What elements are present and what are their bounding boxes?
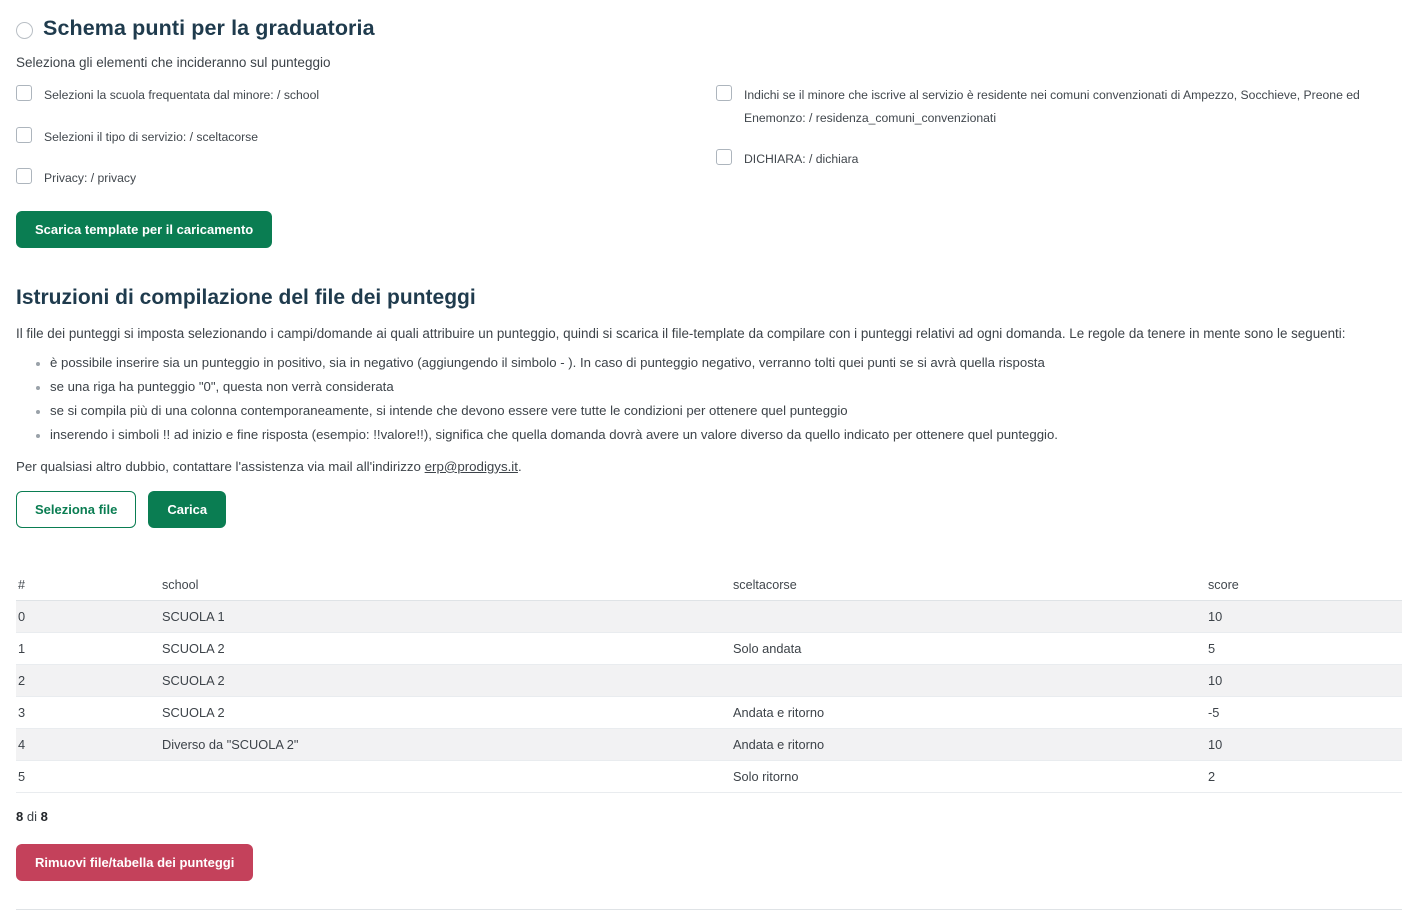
checkbox-row-residenza[interactable] [716,84,1402,129]
table-row[interactable] [16,760,1402,792]
cell-school [88,760,733,792]
rule-item: se si compila più di una colonna contemporaneamente, si intende che devono essere vere tutte le condizioni per ottenere quel punteggio [36,403,1402,418]
cell-sceltacorse: Solo ritorno [733,760,1208,792]
rule-item: è possibile inserire sia un punteggio in positivo, sia in negativo (aggiungendo il simbolo - ). In caso di punteggio negativo, verranno tolti quei punti se si avrà quella risposta [36,355,1402,370]
column-header-index: # [16,572,88,601]
table-row[interactable] [16,728,1402,760]
rule-item: se una riga ha punteggio "0", questa non verrà considerata [36,379,1402,394]
criteria-checkbox-grid [16,84,1402,209]
cell-index: 0 [16,600,88,632]
section-header [16,0,1402,41]
checkbox-privacy[interactable] [16,168,32,184]
checkbox-row-privacy[interactable] [16,167,716,190]
cell-sceltacorse [733,664,1208,696]
checkbox-row-school[interactable] [16,84,716,107]
scores-table-body [16,600,1402,792]
table-header-row [16,572,1402,601]
cell-index: 1 [16,632,88,664]
column-header-sceltacorse: sceltacorse [733,572,1208,601]
checkbox-row-dichiara[interactable] [716,148,1402,171]
cell-school: SCUOLA 2 [88,664,733,696]
checkbox-sceltacorse[interactable] [16,127,32,143]
contact-suffix-text: . [517,458,522,474]
section-subtitle: Seleziona gli elementi che incideranno sul punteggio [16,55,331,70]
criteria-column-left [16,84,716,209]
cell-index: 4 [16,728,88,760]
checkbox-label-school: Selezioni la scuola frequentata dal minore: / school [44,88,320,102]
remove-button-row [16,844,1402,881]
upload-button[interactable]: Carica [148,491,226,528]
checkbox-residenza-comuni-convenzionati[interactable] [716,85,732,101]
record-count [16,809,1402,824]
table-row[interactable] [16,664,1402,696]
cell-school: Diverso da "SCUOLA 2" [88,728,733,760]
table-row[interactable] [16,600,1402,632]
column-header-school: school [88,572,733,601]
cell-score: 10 [1208,600,1402,632]
cell-sceltacorse: Andata e ritorno [733,696,1208,728]
cell-sceltacorse: Andata e ritorno [733,728,1208,760]
cell-score: -5 [1208,696,1402,728]
record-count-total: 8 [40,808,48,824]
cell-score: 10 [1208,664,1402,696]
contact-prefix-text: Per qualsiasi altro dubbio, contattare l'assistenza via mail all'indirizzo [16,458,425,474]
checkbox-label-dichiara: DICHIARA: / dichiara [744,152,859,167]
bottom-divider [16,909,1402,910]
support-contact-line [16,459,1402,474]
cell-sceltacorse [733,600,1208,632]
instructions-intro: Il file dei punteggi si imposta selezionando i campi/domande ai quali attribuire un punteggio, quindi si scarica il file-template da compilare con i punteggi relativi ad ogni domanda. Le regole da tenere in mente sono le seguenti: [16,325,1346,341]
table-row[interactable] [16,696,1402,728]
criteria-column-right [716,84,1402,209]
cell-index: 2 [16,664,88,696]
cell-score: 2 [1208,760,1402,792]
scores-table [16,572,1402,793]
scores-table-head [16,572,1402,601]
file-upload-row [16,491,1402,528]
checkbox-school[interactable] [16,85,32,101]
checkbox-row-sceltacorse[interactable] [16,126,716,149]
checkbox-dichiara[interactable] [716,149,732,165]
rule-item: inserendo i simboli !! ad inizio e fine risposta (esempio: !!valore!!), significa che quella domanda dovrà avere un valore diverso da quello indicato per ottenere quel punteggio. [36,427,1402,442]
cell-school: SCUOLA 2 [88,696,733,728]
page-title: Schema punti per la graduatoria [43,16,375,40]
column-header-score: score [1208,572,1402,601]
record-count-separator: di [26,808,37,824]
cell-school: SCUOLA 2 [88,632,733,664]
cell-score: 5 [1208,632,1402,664]
cell-score: 10 [1208,728,1402,760]
cell-index: 5 [16,760,88,792]
download-template-button[interactable]: Scarica template per il caricamento [16,211,272,248]
support-email-link[interactable]: erp@prodigys.it [424,458,518,474]
cell-index: 3 [16,696,88,728]
checkbox-label-sceltacorse: Selezioni il tipo di servizio: / sceltacorse [44,129,259,144]
instructions-title: Istruzioni di compilazione del file dei punteggi [16,285,476,309]
table-row[interactable] [16,632,1402,664]
remove-scores-file-button[interactable]: Rimuovi file/tabella dei punteggi [16,844,253,881]
record-count-current: 8 [16,808,24,824]
cell-sceltacorse: Solo andata [733,632,1208,664]
section-toggle-radio-icon[interactable] [16,22,33,39]
checkbox-label-privacy: Privacy: / privacy [44,171,137,186]
cell-school: SCUOLA 1 [88,600,733,632]
instructions-rules-list [16,355,1402,442]
select-file-button[interactable]: Seleziona file [16,491,136,528]
checkbox-label-residenza: Indichi se il minore che iscrive al servizio è residente nei comuni convenzionati di Ampezzo, Socchieve, Preone ed Enemonzo: / residenza_comuni_convenzionati [744,88,1360,125]
